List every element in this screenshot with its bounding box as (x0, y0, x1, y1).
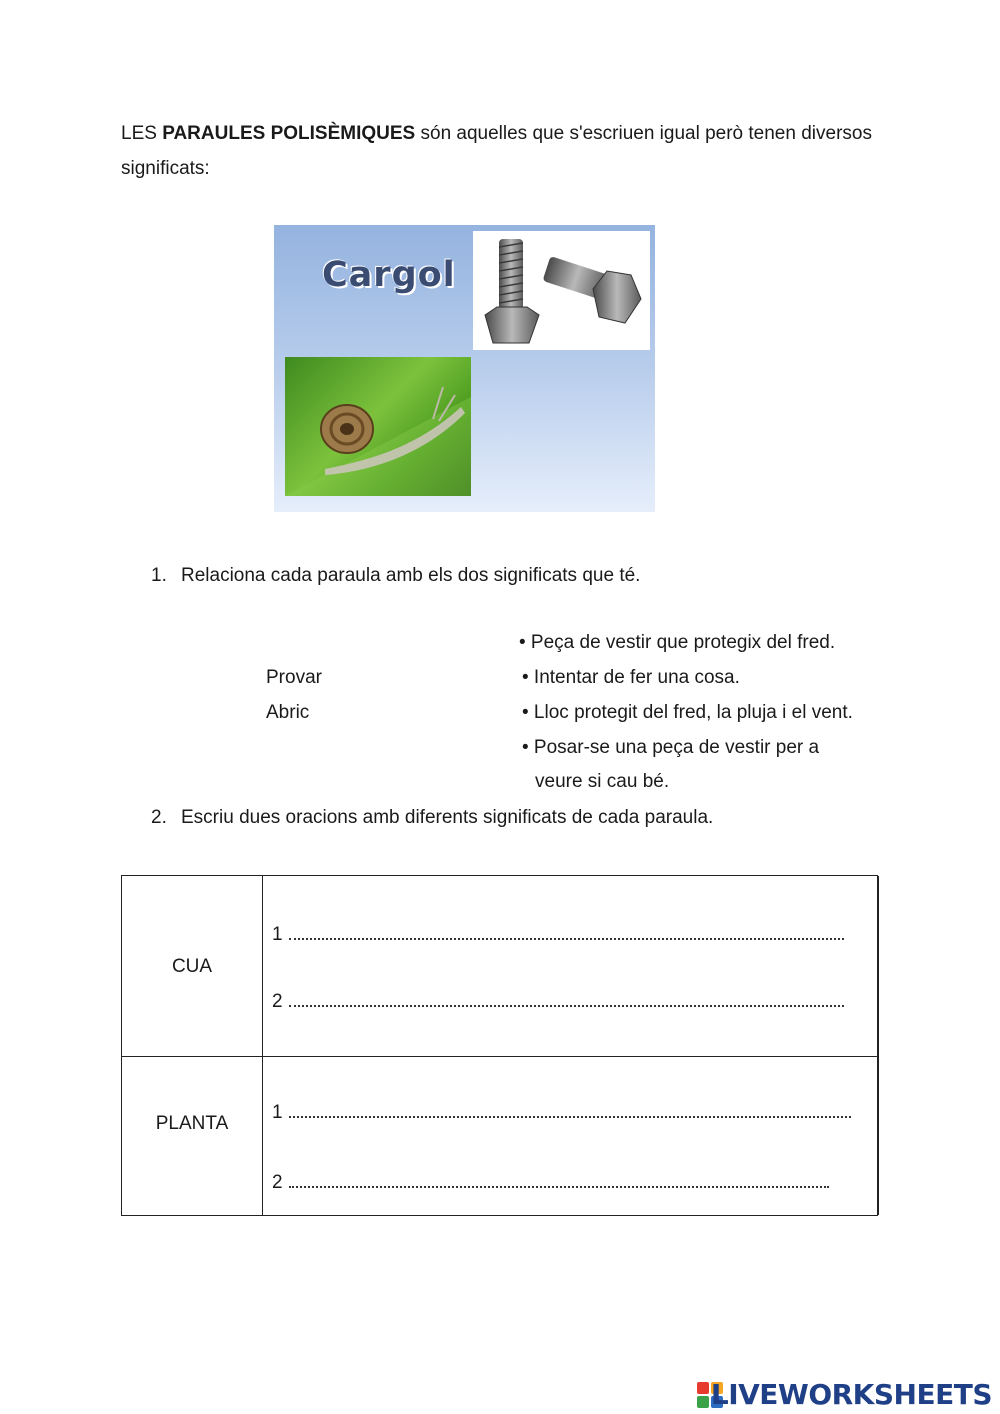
brand-name: LIVEWORKSHEETS (710, 1378, 992, 1411)
snail-image (285, 357, 471, 496)
bolt-vertical (485, 239, 539, 343)
meaning-item[interactable]: • Lloc protegit del fred, la pluja i el vent. (522, 702, 853, 723)
word-provar[interactable]: Provar (266, 667, 322, 688)
answer-line[interactable]: 1 (272, 924, 844, 946)
bolts-image (473, 231, 650, 350)
exercise1-instruction: 1. Relaciona cada paraula amb els dos significats que té. (151, 565, 641, 586)
table-word-cua: CUA (171, 956, 213, 977)
answer-line[interactable]: 1 (272, 1102, 851, 1124)
meaning-item[interactable]: • Posar-se una peça de vestir per a (522, 737, 820, 758)
meaning-item-continuation: veure si cau bé. (535, 771, 670, 792)
meaning-item[interactable]: • Intentar de fer una cosa. (522, 667, 740, 688)
intro-paragraph: LES PARAULES POLISÈMIQUES són aquelles que s'escriuen igual però tenen diversos significats: (121, 123, 872, 179)
table-word-planta: PLANTA (155, 1113, 229, 1134)
cargol-figure (274, 225, 655, 512)
answer-line[interactable]: 2 (272, 1172, 829, 1194)
bolt-horizontal (543, 256, 642, 323)
exercise2-instruction: 2. Escriu dues oracions amb diferents significats de cada paraula. (151, 807, 714, 828)
sentences-table (121, 875, 878, 1216)
intro-bold-term: PARAULES POLISÈMIQUES (162, 123, 416, 144)
meaning-item[interactable]: • Peça de vestir que protegix del fred. (519, 632, 836, 653)
figure-title: Cargol (322, 255, 456, 295)
word-abric[interactable]: Abric (266, 702, 310, 723)
answer-line[interactable]: 2 (272, 991, 844, 1013)
